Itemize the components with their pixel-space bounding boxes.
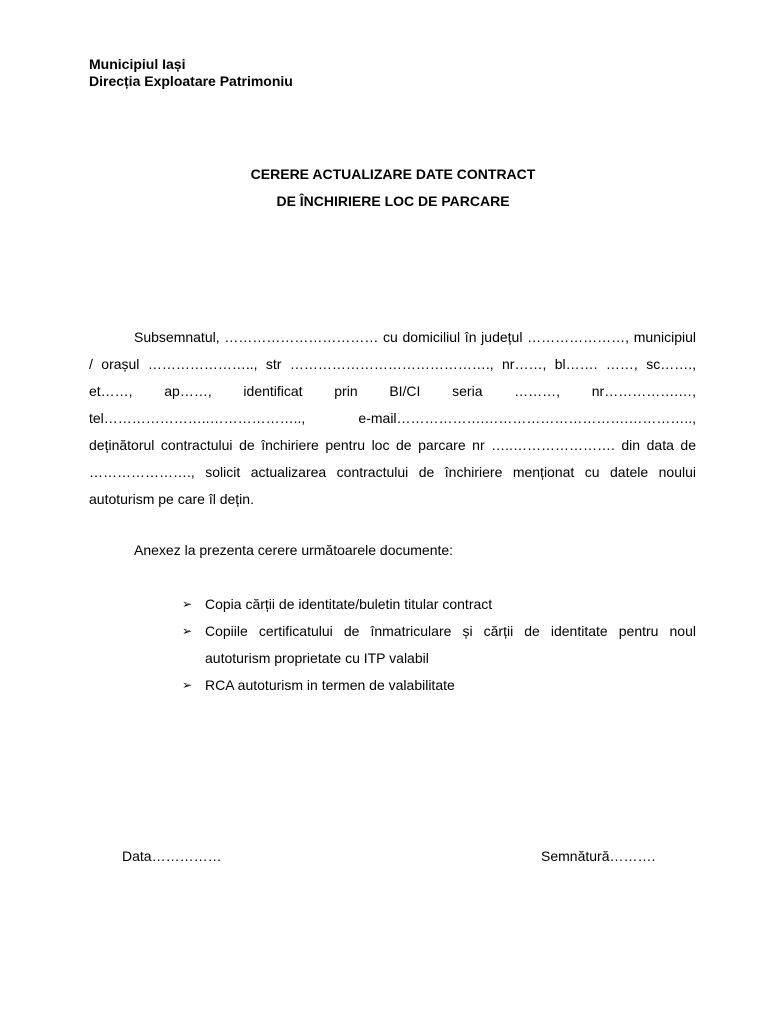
arrow-bullet-icon: ➢ (182, 678, 193, 692)
header-municipality: Municipiul Iași (89, 56, 186, 72)
signature-field: Semnătură………. (541, 848, 656, 864)
annex-intro: Anexez la prezenta cerere următoarele documente: (134, 542, 454, 558)
list-item-text: Copiile certificatului de înmatriculare și cărții de identitate pentru noul autoturism proprietate cu ITP valabil (205, 623, 696, 666)
request-paragraph: Subsemnatul, …………………………… cu domiciliul în județul …………………, municipiul / orașul ………………….., str ……………………………………., nr……, bl……. ……, sc……., et……, ap……, identificat prin BI/CI seria ………, nr…………….…, tel…………………..……………….., e-mail……………….………………………….………….., deținătorul contractului de închiriere pentru loc de parcare nr …..…………………. din data de …………………., solicit actualizarea contractului de închiriere menționat cu datele noului autoturism pe care îl dețin. (89, 329, 696, 507)
list-item (182, 672, 696, 699)
list-item-text: RCA autoturism in termen de valabilitate (205, 677, 455, 693)
arrow-bullet-icon: ➢ (182, 624, 193, 638)
document-list (182, 591, 696, 699)
list-item-text: Copia cărții de identitate/buletin titular contract (205, 596, 493, 612)
title-line-1: CERERE ACTUALIZARE DATE CONTRACT (250, 166, 536, 182)
date-field: Data…………… (122, 848, 222, 864)
document-title (0, 161, 768, 215)
header-department: Direcția Exploatare Patrimoniu (89, 73, 293, 89)
document-header (89, 56, 293, 90)
list-item (182, 618, 696, 672)
arrow-bullet-icon: ➢ (182, 597, 193, 611)
list-item (182, 591, 696, 618)
title-line-2: DE ÎNCHIRIERE LOC DE PARCARE (276, 193, 510, 209)
